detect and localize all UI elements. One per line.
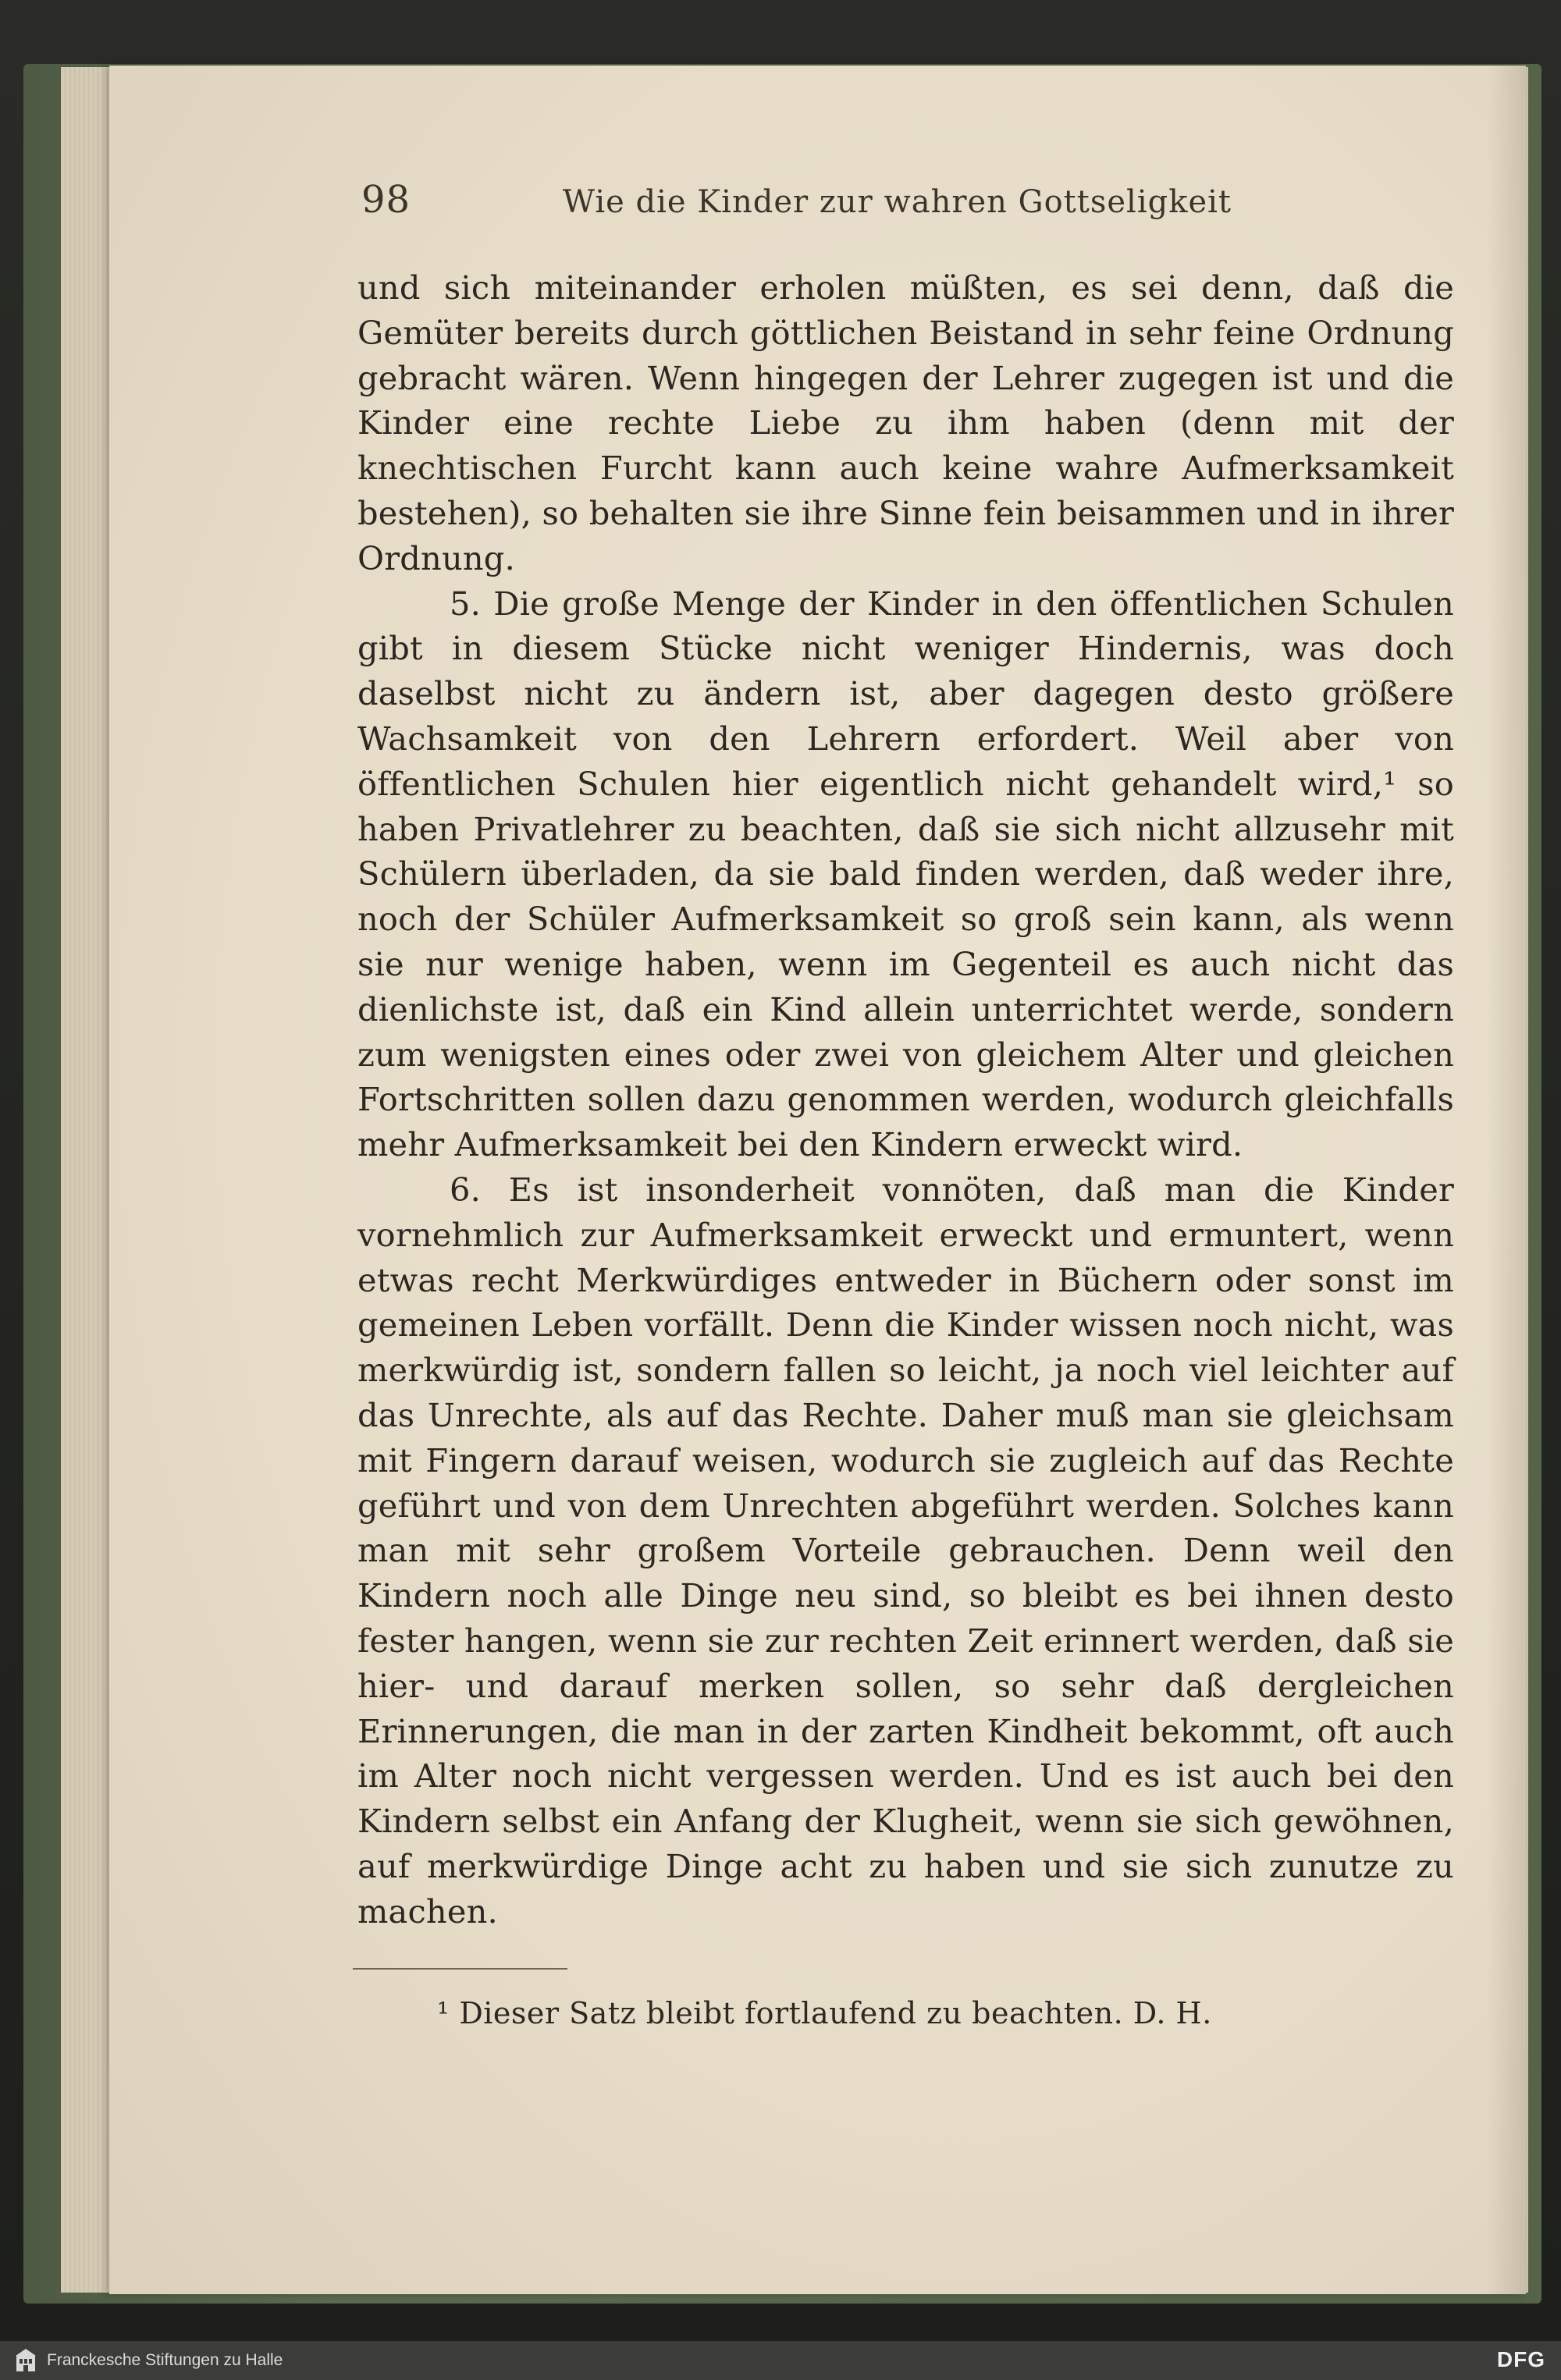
dfg-logo: DFG: [1496, 2347, 1545, 2371]
paragraph-6: 6. Es ist insonderheit vonnöten, daß man die Kinder vornehmlich zur Aufmerksamkeit erweckt und ermuntert, wenn etwas recht Merkwürdiges entweder in Büchern oder sonst im gemeinen Leben vorfällt. Denn die Kinder wissen noch nicht, was merkwürdig ist, sondern fallen so leicht, ja noch viel leichter auf das Unrechte, als auf das Rechte. Daher muß man sie gleichsam mit Fingern darauf weisen, wodurch sie zugleich auf das Rechte geführt und von dem Unrechten abgeführt werden. Solches kann man mit sehr großem Vorteile gebrauchen. Denn weil den Kindern noch alle Dinge neu sind, so bleibt es bei ihnen desto fester hangen, wenn sie zur rechten Zeit erinnert werden, daß sie hier- und darauf merken sollen, so sehr daß dergleichen Erinnerungen, die man in der zarten Kindheit bekommt, oft auch im Alter noch nicht vergessen werden. Und es ist auch bei den Kindern selbst ein Anfang der Klugheit, wenn sie sich gewöhnen, auf merkwürdige Dinge acht zu haben und sie sich zunutze zu machen.: [357, 1170, 1454, 1931]
francke-logo-icon: [14, 2348, 37, 2373]
running-head: [361, 178, 1232, 233]
body-text: [357, 265, 1454, 1934]
institution-link[interactable]: Franckesche Stiftungen zu Halle: [47, 2351, 283, 2369]
footnote-rule: [353, 1968, 567, 1970]
running-title: Wie die Kinder zur wahren Gottseligkeit: [562, 184, 1232, 220]
paragraph-5: 5. Die große Menge der Kinder in den öffentlichen Schulen gibt in diesem Stücke nicht weniger Hindernis, was doch daselbst nicht zu ändern ist, aber dagegen desto größere Wachsamkeit von den Lehrern erfordert. Weil aber von öffentlichen Schulen hier eigentlich nicht gehandelt wird,¹ so haben Privatlehrer zu beachten, daß sie sich nicht allzusehr mit Schülern überladen, da sie bald finden werden, daß weder ihre, noch der Schüler Aufmerksamkeit so groß sein kann, als wenn sie nur wenige haben, wenn im Gegenteil es auch nicht das dienlichste ist, daß ein Kind allein unterrichtet werde, sondern zum wenigsten eines oder zwei von gleichem Alter und gleichen Fortschritten sollen dazu genommen werden, wodurch gleichfalls mehr Aufmerksamkeit bei den Kindern erweckt wird.: [357, 584, 1454, 1164]
footnote: ¹ Dieser Satz bleibt fortlaufend zu beachten. D. H.: [437, 1996, 1212, 2030]
paragraph-continued: und sich miteinander erholen müßten, es sei denn, daß die Gemüter bereits durch göttlichen Beistand in sehr feine Ordnung gebracht wären. Wenn hingegen der Lehrer zugegen ist und die Kinder eine rechte Liebe zu ihm haben (denn mit der knechtischen Furcht kann auch keine wahre Aufmerksamkeit bestehen), so behalten sie ihre Sinne fein beisammen und in ihrer Ordnung.: [357, 268, 1454, 577]
viewer-bottom-bar: [0, 2341, 1561, 2380]
page-gutter-shadow: [1487, 66, 1526, 2294]
page-number: 98: [361, 178, 411, 222]
